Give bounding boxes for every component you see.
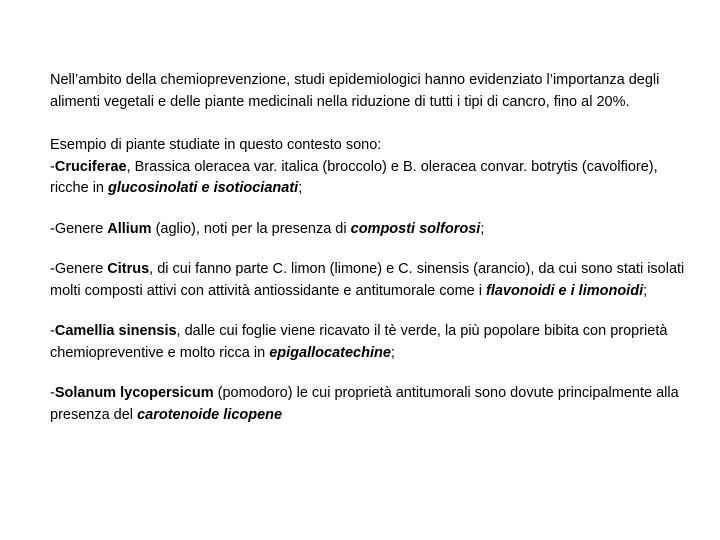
camellia-suffix: ; [390,344,395,361]
camellia-name: Camellia sinensis [54,323,177,339]
citrus-suffix: ; [643,282,648,299]
cruciferae-paragraph [50,135,690,200]
solanum-text: (pomodoro) le cui proprietà antitumorali sono dovute principalmente alla presenza del [50,385,679,423]
solanum-paragraph [50,383,690,426]
allium-text: (aglio), noti per la presenza di [151,220,351,237]
camellia-text: , dalle cui foglie viene ricavato il tè verde, la più popolare bibita con proprietà chemiopreventive e molto ricca in [50,323,668,361]
slide-content [50,70,690,448]
allium-paragraph [50,219,690,241]
citrus-text: , di cui fanno parte C. limon (limone) e C. sinensis (arancio), da cui sono stati isolati molti composti attivi con attività antiossidante e antitumorale come i [50,261,685,299]
citrus-compounds: flavonoidi e i limonoidi [486,282,644,299]
intro-text: Nell’ambito della chemioprevenzione, studi epidemiologici hanno evidenziato l’importanza degli alimenti vegetali e delle piante medicinali nella riduzione di tutti i tipi di cancro, fino al 20%. [50,72,660,110]
citrus-prefix: -Genere [50,261,108,277]
camellia-compounds: epigallocatechine [269,344,391,361]
cruciferae-text: , Brassica oleracea var. italica (broccolo) e B. oleracea convar. botrytis (cavolfiore), ricche in [50,158,658,196]
cruciferae-compounds: glucosinolati e isotiocianati [108,180,299,196]
cruciferae-suffix: ; [298,180,303,196]
solanum-prefix: - [50,385,55,401]
camellia-paragraph [50,321,690,364]
examples-heading: Esempio di piante studiate in questo contesto sono: [50,137,382,153]
cruciferae-name: Cruciferae [54,158,127,175]
cruciferae-prefix: - [50,158,55,175]
intro-paragraph [50,70,690,113]
allium-prefix: -Genere [50,220,108,237]
citrus-paragraph [50,259,690,302]
allium-suffix: ; [480,220,485,237]
allium-compounds: composti solforosi [350,220,481,237]
solanum-name: Solanum lycopersicum [54,385,214,401]
citrus-name: Citrus [107,261,150,277]
solanum-compounds: carotenoide licopene [137,406,283,423]
camellia-prefix: - [50,323,55,339]
allium-name: Allium [107,220,152,237]
